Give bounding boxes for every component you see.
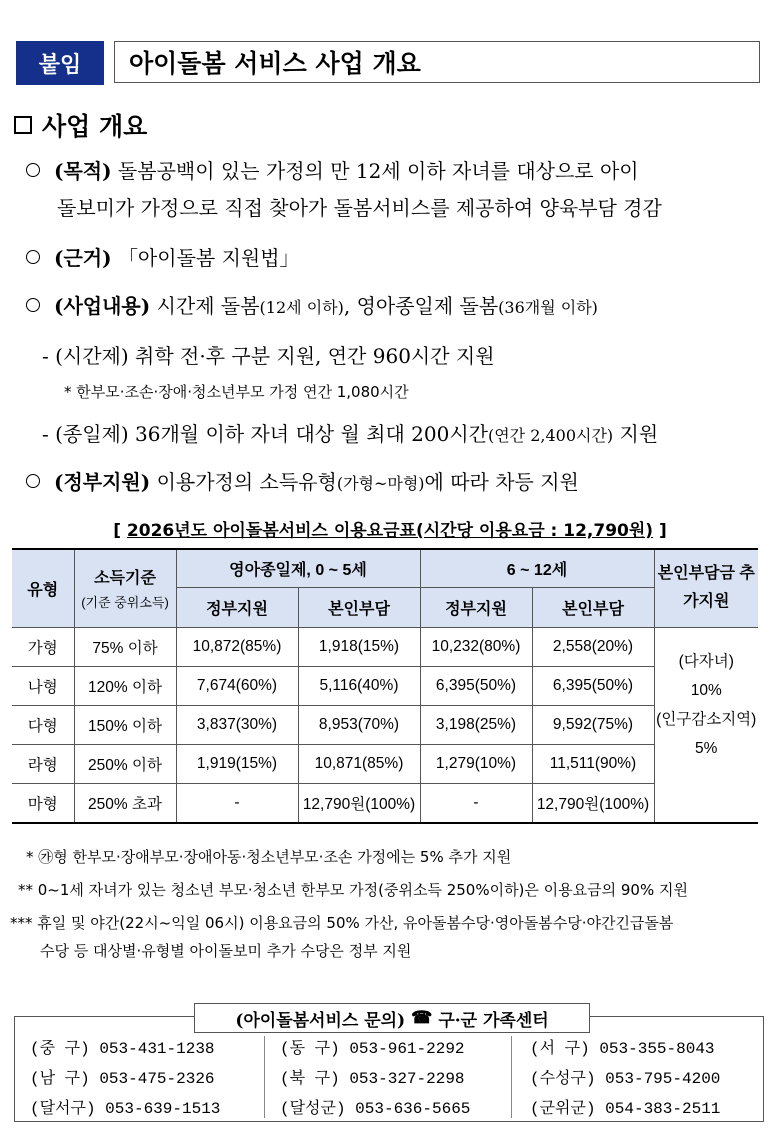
row-cell: 12,790원(100%) (298, 783, 420, 823)
content-line (26, 290, 598, 319)
footnote-3b: 수당 등 대상별·유형별 아이돌보미 추가 수당은 정부 지원 (40, 942, 412, 960)
content-hourly-age: (12세 이하) (259, 298, 344, 317)
row-cell: 10,232(80%) (420, 627, 532, 666)
contact-entry: (서 구) 053-355-8043 (530, 1040, 715, 1058)
header-gov-child: 정부지원 (420, 587, 532, 627)
purpose-text-1: 돌봄공백이 있는 가정의 만 12세 이하 자녀를 대상으로 아이 (111, 159, 639, 183)
table-row (12, 705, 758, 744)
circle-bullet-icon (26, 474, 40, 488)
basis-text: 「아이돌봄 지원법」 (117, 246, 300, 270)
document-title: 아이돌봄 서비스 사업 개요 (114, 41, 760, 83)
gov-line (26, 466, 579, 495)
row-cell: 6,395(50%) (532, 666, 654, 705)
divider (511, 1036, 512, 1118)
row-cell: 10,872(85%) (176, 627, 298, 666)
contact-entry: (북 구) 053-327-2298 (280, 1070, 465, 1088)
extra-region-rate: 5% (695, 739, 718, 757)
table-row (12, 627, 758, 666)
extra-multichild-rate: 10% (690, 681, 722, 699)
purpose-text-2: 돌보미가 가정으로 직접 찾아가 돌봄서비스를 제공하여 양육부담 경감 (57, 196, 662, 220)
circle-bullet-icon (26, 163, 40, 177)
section-heading (14, 107, 147, 143)
row-type: 마형 (12, 783, 74, 823)
gov-end: 에 따라 차등 지원 (424, 470, 579, 494)
row-income: 150% 이하 (74, 705, 176, 744)
header-self-child: 본인부담 (532, 587, 654, 627)
extra-support-cell (654, 627, 758, 823)
contact-title (194, 1003, 590, 1033)
square-bullet-icon (14, 116, 32, 134)
extra-multichild: (다자녀) (678, 652, 734, 670)
footnote-3a: *** 휴일 및 야간(22시~익일 06시) 이용요금의 50% 가산, 유아돌봄수당·영아돌봄수당·야간긴급돌봄 (10, 914, 674, 932)
extra-region: (인구감소지역) (656, 710, 757, 728)
contact-entry: (수성구) 053-795-4200 (530, 1070, 721, 1088)
header-income-label: 소득기준 (94, 570, 156, 588)
row-type: 나형 (12, 666, 74, 705)
fullday-text: - (종일제) 36개월 이하 자녀 대상 월 최대 200시간 (42, 422, 488, 446)
contact-title-center: 구·군 가족센터 (438, 1010, 549, 1031)
row-type: 가형 (12, 627, 74, 666)
bracket-close: ] (653, 521, 667, 541)
row-cell: - (420, 783, 532, 823)
contact-entry: (달성군) 053-636-5665 (280, 1100, 471, 1118)
row-cell: 1,919(15%) (176, 744, 298, 783)
header-extra: 본인부담금 추가지원 (654, 549, 758, 627)
header-income-sub: (기준 중위소득) (81, 595, 169, 611)
table-row (12, 744, 758, 783)
basis-line (26, 242, 300, 271)
row-income: 250% 이하 (74, 744, 176, 783)
content-label: (사업내용) (54, 294, 151, 318)
divider (264, 1036, 265, 1118)
purpose-label: (목적) (54, 159, 112, 183)
purpose-line (26, 155, 639, 184)
row-income: 75% 이하 (74, 627, 176, 666)
fullday-annual: (연간 2,400시간) (487, 426, 614, 445)
header-income (74, 549, 176, 627)
content-fullday: , 영아종일제 돌봄 (343, 294, 499, 318)
row-cell: 12,790원(100%) (532, 783, 654, 823)
contact-entry: (동 구) 053-961-2292 (280, 1040, 465, 1058)
row-cell: 3,837(30%) (176, 705, 298, 744)
header-type: 유형 (12, 549, 74, 627)
row-cell: 7,674(60%) (176, 666, 298, 705)
fee-table-title-text: 2026년도 아이돌봄서비스 이용요금표(시간당 이용요금 : 12,790원) (126, 521, 654, 541)
contact-column-3 (530, 1034, 756, 1124)
contact-entry: (달서구) 053-639-1513 (30, 1100, 221, 1118)
content-hourly: 시간제 돌봄 (150, 294, 260, 318)
table-row (12, 783, 758, 823)
header-self-infant: 본인부담 (298, 587, 420, 627)
row-cell: 9,592(75%) (532, 705, 654, 744)
footnote-1: * ㉮형 한부모·장애부모·장애아동·청소년부모·조손 가정에는 5% 추가 지원 (26, 848, 512, 866)
gov-label: (정부지원) (54, 470, 151, 494)
row-cell: 8,953(70%) (298, 705, 420, 744)
row-type: 라형 (12, 744, 74, 783)
header-child: 6 ~ 12세 (420, 549, 654, 587)
gov-types: (가형~마형) (336, 474, 425, 493)
phone-icon: ☎ (411, 1008, 433, 1028)
contact-entry: (남 구) 053-475-2326 (30, 1070, 215, 1088)
bracket-open: [ (113, 521, 127, 541)
table-row (12, 666, 758, 705)
contact-column-1 (30, 1034, 256, 1124)
hourly-note: * 한부모·조손·장애·청소년부모 가정 연간 1,080시간 (64, 383, 409, 401)
header-gov-infant: 정부지원 (176, 587, 298, 627)
contact-entry: (중 구) 053-431-1238 (30, 1040, 215, 1058)
contact-column-2 (280, 1034, 506, 1124)
fullday-line (42, 418, 658, 447)
row-cell: 3,198(25%) (420, 705, 532, 744)
fee-table (12, 548, 758, 824)
circle-bullet-icon (26, 298, 40, 312)
row-cell: 2,558(20%) (532, 627, 654, 666)
row-type: 다형 (12, 705, 74, 744)
section-title: 사업 개요 (42, 112, 148, 141)
circle-bullet-icon (26, 250, 40, 264)
row-cell: 1,279(10%) (420, 744, 532, 783)
appendix-tag: 붙임 (16, 41, 104, 85)
header-infant: 영아종일제, 0 ~ 5세 (176, 549, 420, 587)
fee-table-title (0, 516, 780, 541)
hourly-text: - (시간제) 취학 전·후 구분 지원, 연간 960시간 지원 (42, 344, 495, 368)
row-income: 120% 이하 (74, 666, 176, 705)
basis-label: (근거) (54, 246, 112, 270)
contact-entry: (군위군) 054-383-2511 (530, 1100, 721, 1118)
row-cell: 5,116(40%) (298, 666, 420, 705)
contact-title-text: (아이돌봄서비스 문의) (235, 1010, 406, 1031)
row-cell: 10,871(85%) (298, 744, 420, 783)
fullday-end: 지원 (613, 422, 659, 446)
footnote-2: ** 0~1세 자녀가 있는 청소년 부모·청소년 한부모 가정(중위소득 250%이하)은 이용요금의 90% 지원 (18, 881, 688, 899)
row-cell: 11,511(90%) (532, 744, 654, 783)
content-fullday-age: (36개월 이하) (498, 298, 598, 317)
row-cell: 1,918(15%) (298, 627, 420, 666)
gov-text: 이용가정의 소득유형 (150, 470, 337, 494)
row-cell: - (176, 783, 298, 823)
row-cell: 6,395(50%) (420, 666, 532, 705)
row-income: 250% 초과 (74, 783, 176, 823)
